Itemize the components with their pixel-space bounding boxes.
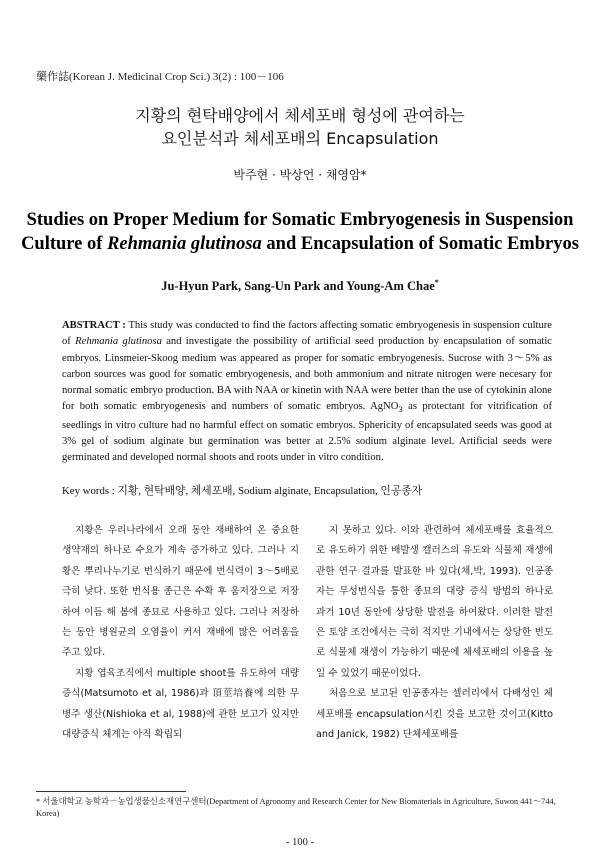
abstract-text-2: and investigate the possibility of artificial seed production by encapsulation of somatic embryos. Linsmeier-Skoog medium was appeared as proper for somatic embryogenesis. Sucrose with 3～5% as carbon sources was good for somatic embryogenesis, and both ammonium and nitrate nitrogen were necesary for normal somatic embryo production. BA with NAA or kinetin with NAA were better than the use of cytokinin alone for both somatic embryogenesis and numbers of somatic embryos. AgNO [62, 336, 552, 413]
footnote-divider [36, 791, 186, 792]
english-title-line-1: Studies on Proper Medium for Somatic Embryogenesis in Suspension [26, 210, 574, 230]
english-title-line-2 [0, 234, 600, 255]
keywords: Key words : 지황, 현탁배양, 체세포배, Sodium alginate, Encapsulation, 인공종자 [62, 485, 423, 497]
english-title-species: Rehmania glutinosa [107, 234, 262, 254]
page-number: - 100 - [286, 837, 314, 848]
korean-authors: 박주현 · 박상언 · 채영암* [233, 168, 367, 182]
english-title-line-2-post: and Encapsulation of Somatic Embryos [261, 234, 579, 254]
abstract-species: Rehmania glutinosa [75, 336, 162, 348]
body-right-paragraph-1: 지 못하고 있다. 이와 관련하여 체세포배를 효율적으로 유도하기 위한 배발생 캘러스의 유도와 식물체 재생에 관한 연구 결과를 발표한 바 있다(채,박, 1993). 인공종자는 무성번식을 통한 종묘의 대량 증식 방법의 하나로 과거 10년 동안에 상당한 발전을 하여왔다. 이러한 발전은 토양 조건에서는 극히 적지만 기내에서는 상당한 빈도로 식물체 재생이 가능하기 때문에 체세포배의 이용을 높일 수 있었기 때문이었다. [316, 525, 553, 679]
abstract-label: ABSTRACT : [62, 320, 126, 331]
body-column-right [316, 521, 553, 745]
body-right-paragraph-2: 처음으로 보고된 인공종자는 셀러리에서 다배성인 체세포배를 encapsulation시킨 것을 보고한 것이고(Kitto and Janick, 1982) 단체세포배를 [316, 688, 553, 741]
footnote: * 서울대학교 농학과－농업생물신소재연구센터(Department of Agronomy and Research Center for New Biomaterials in Agriculture, Suwon 441～744, Korea) [36, 797, 556, 818]
body-left-paragraph-2: 지황 엽육조직에서 multiple shoot를 유도하여 대량증식(Matsumoto et al, 1986)과 頂莖培養에 의한 무병주 생산(Nishioka et al, 1988)에 관한 보고가 있지만 대량증식 체계는 아직 확립되 [62, 667, 299, 741]
body-left-paragraph-1: 지황은 우리나라에서 오래 동안 재배하여 온 중요한 생약재의 하나로 수요가 계속 증가하고 있다. 그러나 지황은 뿌리나누기로 번식하기 때문에 번식력이 3～5배로 극히 낮다. 또한 번식용 종근은 수확 후 움저장으로 저장하여 이듬 해 봄에 종묘로 사용하고 있다. 그러나 저장하는 동안 병원균의 오염율이 커서 재배에 많은 어려움을 주고 있다. [62, 525, 299, 659]
english-authors [0, 278, 600, 294]
english-title-line-2-pre: Culture of [21, 234, 108, 254]
english-authors-mark: * [434, 278, 439, 287]
abstract-subscript: 3 [398, 404, 403, 415]
korean-title-line-1: 지황의 현탁배양에서 체세포배 형성에 관여하는 [135, 106, 465, 125]
english-authors-names: Ju-Hyun Park, Sang-Un Park and Young-Am Chae [161, 279, 435, 294]
abstract-text-3: as protectant for vitrification of seedlings in vitro culture had no harmful effect on somatic embryos. Sphericity of encapsulated seeds was good at 3% gel of sodium alginate but germination was better at 2.5% sodium alginate level. Artificial seeds were germinated and developed normal shoots and roots under in vitro condition. [62, 401, 552, 464]
korean-title-line-2: 요인분석과 체세포배의 Encapsulation [161, 129, 439, 148]
abstract [62, 318, 552, 467]
journal-citation: 藥作誌(Korean J. Medicinal Crop Sci.) 3(2) : 100－106 [36, 71, 284, 83]
abstract-text-1: This study was conducted to find the factors affecting somatic embryogenesis in suspension culture of [62, 320, 552, 348]
body-column-left [62, 521, 299, 745]
